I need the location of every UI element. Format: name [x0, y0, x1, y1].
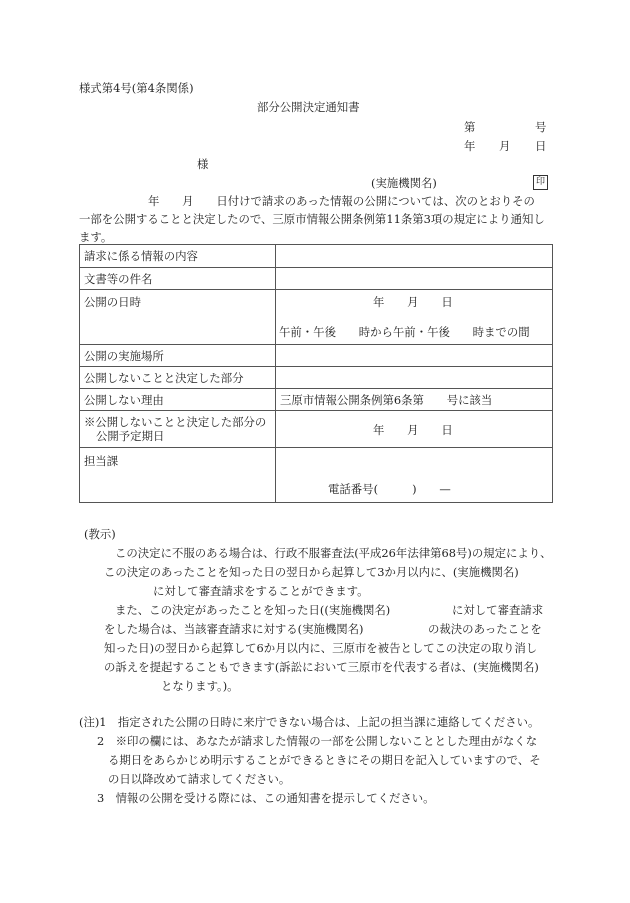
label-disclosure-place	[80, 345, 276, 367]
label-text: 公開の実施場所	[84, 349, 164, 363]
label-department	[80, 448, 276, 503]
kyoji-p2-line3: 知った日)の翌日から起算して6か月以内に、三原市を被告としてこの決定の取り消し	[104, 641, 538, 655]
label-text: 公開しない理由	[84, 393, 164, 407]
form-number: 様式第4号(第4条関係)	[79, 81, 194, 95]
value-disclosure-datetime	[276, 290, 553, 345]
table-row	[80, 367, 553, 389]
doc-date-tsuki: 月	[499, 139, 511, 153]
note-2-line1: 2 ※印の欄には、あなたが請求した情報の一部を公開しないこととした理由がなくな	[97, 734, 538, 748]
label-text: 公開しないことと決定した部分	[84, 371, 244, 385]
kyoji-p1-line3: に対して審査請求をすることができます。	[153, 584, 369, 598]
note-2-line3: の日以降改めて請求してください。	[108, 772, 291, 786]
note-2-line2: る期日をあらかじめ明示することができるときにその期日を記入していますので、そ	[108, 753, 541, 767]
label-text-line1: ※公開しないことと決定した部分の	[84, 415, 267, 429]
label-disclosure-datetime	[80, 290, 276, 345]
table-row	[80, 345, 553, 367]
label-text: 請求に係る情報の内容	[84, 249, 198, 263]
table-row	[80, 245, 553, 268]
kyoji-p1-line1: この決定に不服のある場合は、行政不服審査法(平成26年法律第68号)の規定により、	[115, 546, 552, 560]
decision-table	[79, 244, 553, 503]
agency-name: (実施機関名)	[371, 176, 437, 190]
label-undisclosed-reason	[80, 389, 276, 411]
value-department	[276, 448, 553, 503]
reason-text: 三原市情報公開条例第6条第 号に該当	[280, 393, 493, 407]
kyoji-p2-line1b: に対して審査請求	[452, 603, 544, 617]
value-scheduled-date	[276, 411, 553, 448]
disclosure-time: 午前・午後 時から午前・午後 時までの間	[279, 325, 530, 339]
scheduled-date: 年 月 日	[373, 423, 453, 437]
intro-line-2: 一部を公開することと決定したので、三原市情報公開条例第11条第3項の規定により通知し	[79, 212, 545, 226]
label-request-content	[80, 245, 276, 268]
label-undisclosed-part	[80, 367, 276, 389]
table-row	[80, 411, 553, 448]
addressee-sama: 様	[197, 157, 209, 171]
kyoji-p2-line5: となります。)。	[161, 679, 239, 693]
page-title: 部分公開決定通知書	[257, 100, 360, 114]
kyoji-p1-line2: この決定のあったことを知った日の翌日から起算して3か月以内に、(実施機関名)	[104, 565, 519, 579]
intro-line-3: ます。	[79, 230, 113, 244]
label-text-line2: 公開予定期日	[96, 429, 165, 443]
intro-line-1: 年 月 日付けで請求のあった情報の公開については、次のとおりその	[148, 194, 535, 208]
doc-no-dai: 第	[464, 120, 476, 134]
label-scheduled-date	[80, 411, 276, 448]
kyoji-p2-line2a: をした場合は、当該審査請求に対する(実施機関名)	[104, 622, 364, 636]
doc-no-gou: 号	[535, 120, 547, 134]
label-text: 担当課	[84, 454, 119, 468]
value-disclosure-place	[276, 345, 553, 367]
note-3: 3 情報の公開を受ける際には、この通知書を提示してください。	[97, 791, 435, 805]
doc-date-hi: 日	[535, 139, 547, 153]
kyoji-heading: (教示)	[84, 527, 116, 541]
label-document-name	[80, 268, 276, 290]
kyoji-p2-line4: の訴えを提起することもできます(訴訟において三原市を代表する者は、(実施機関名)	[104, 660, 539, 674]
seal-mark: 印	[533, 175, 548, 190]
doc-date-nen: 年	[464, 139, 476, 153]
table-row	[80, 448, 553, 503]
value-document-name	[276, 268, 553, 290]
note-1: (注)1 指定された公開の日時に来庁できない場合は、上記の担当課に連絡してください。	[79, 715, 540, 729]
disclosure-date: 年 月 日	[373, 295, 453, 309]
table-row	[80, 290, 553, 345]
value-undisclosed-reason	[276, 389, 553, 411]
table-row	[80, 268, 553, 290]
table-row	[80, 389, 553, 411]
kyoji-p2-line1a: また、この決定があったことを知った日((実施機関名)	[115, 603, 391, 617]
label-text: 公開の日時	[84, 295, 141, 309]
kyoji-p2-line2b: の裁決のあったことを	[428, 622, 542, 636]
phone-number: 電話番号( ) —	[328, 482, 451, 496]
value-request-content	[276, 245, 553, 268]
label-text: 文書等の件名	[84, 272, 153, 286]
value-undisclosed-part	[276, 367, 553, 389]
